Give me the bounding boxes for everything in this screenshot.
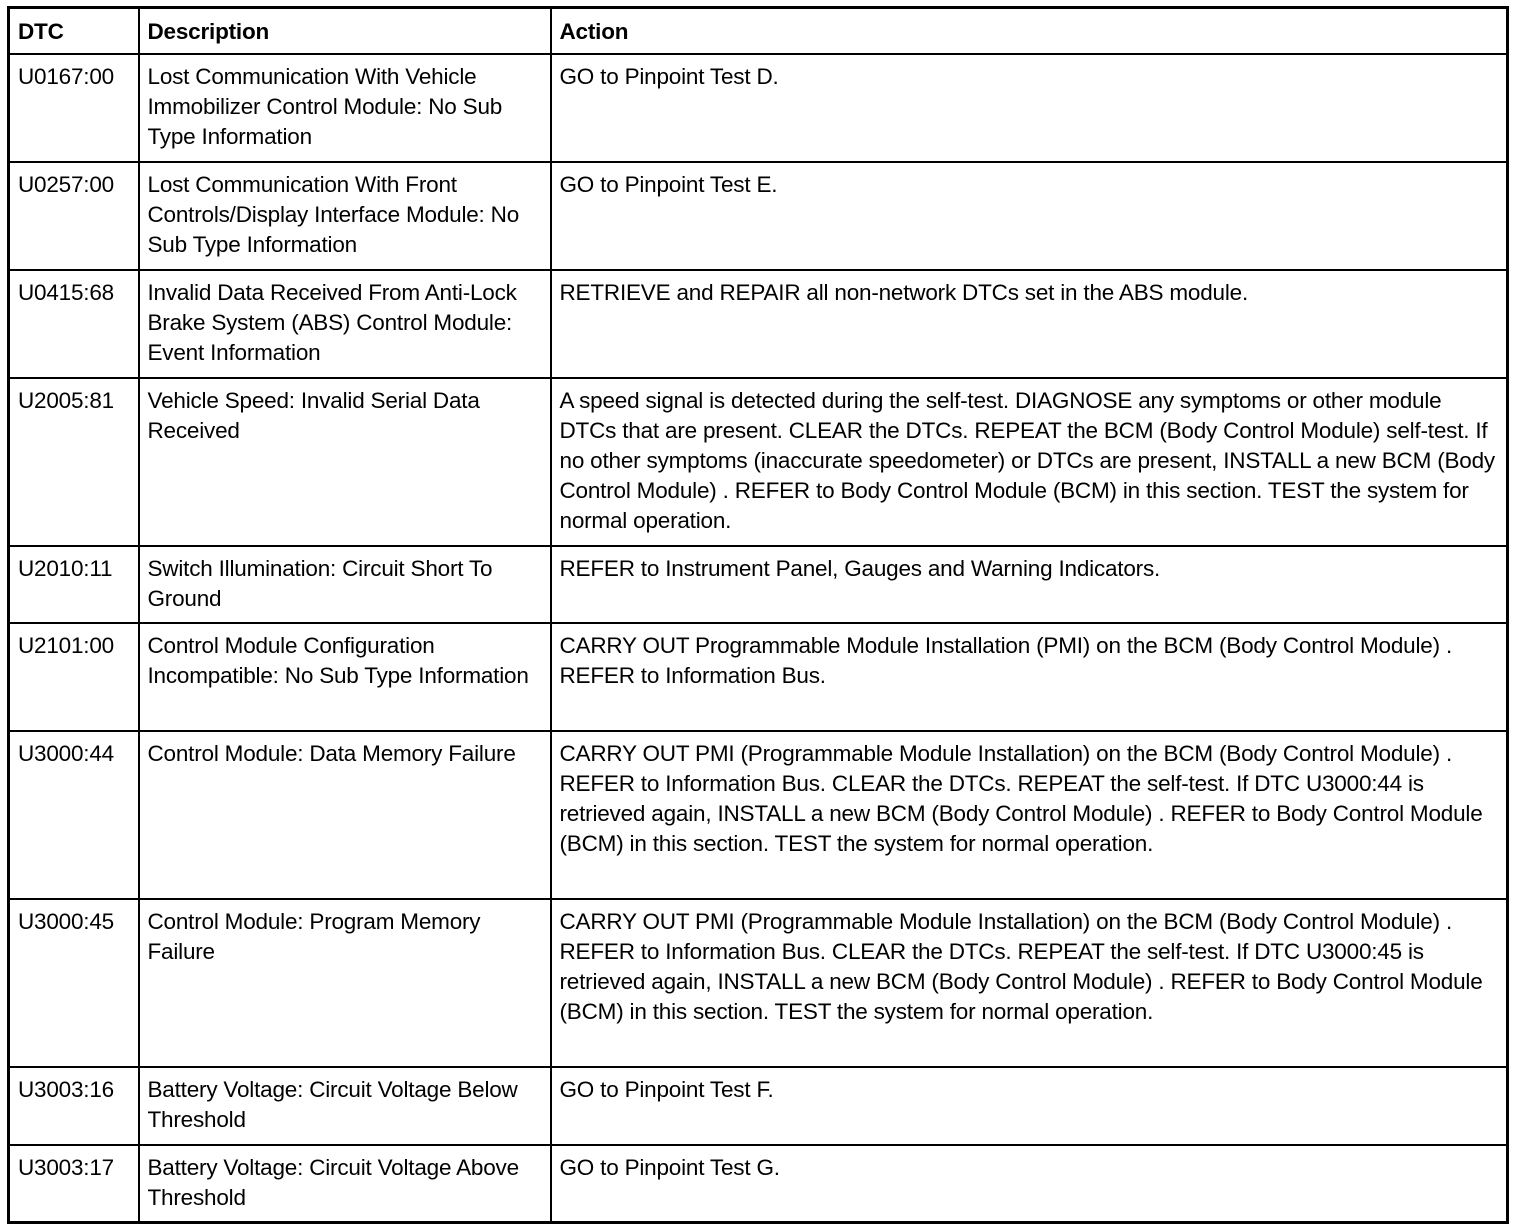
dtc-action: CARRY OUT PMI (Programmable Module Installation) on the BCM (Body Control Module) . REFER to Information Bus. CLEAR the DTCs. REPEAT the self-test. If DTC U3000:45 is retrieved again, INSTALL a new BCM (Body Control Module) . REFER to Body Control Module (BCM) in this section. TEST the system for normal operation. [551, 899, 1508, 1067]
dtc-action: GO to Pinpoint Test D. [551, 54, 1508, 162]
table-row [9, 54, 1508, 162]
dtc-code: U2010:11 [9, 546, 139, 623]
dtc-code: U0415:68 [9, 270, 139, 378]
dtc-code: U2101:00 [9, 623, 139, 731]
dtc-code: U0257:00 [9, 162, 139, 270]
dtc-description: Control Module: Data Memory Failure [139, 731, 551, 899]
dtc-action: A speed signal is detected during the self-test. DIAGNOSE any symptoms or other module DTCs that are present. CLEAR the DTCs. REPEAT the BCM (Body Control Module) self-test. If no other symptoms (inaccurate speedometer) or DTCs are present, INSTALL a new BCM (Body Control Module) . REFER to Body Control Module (BCM) in this section. TEST the system for normal operation. [551, 378, 1508, 546]
table-row [9, 1067, 1508, 1145]
table-row [9, 623, 1508, 731]
dtc-description: Lost Communication With Front Controls/Display Interface Module: No Sub Type Information [139, 162, 551, 270]
dtc-table [7, 6, 1509, 1224]
table-row [9, 270, 1508, 378]
dtc-code: U2005:81 [9, 378, 139, 546]
dtc-code: U3003:17 [9, 1145, 139, 1222]
dtc-description: Battery Voltage: Circuit Voltage Above Threshold [139, 1145, 551, 1222]
dtc-description: Switch Illumination: Circuit Short To Ground [139, 546, 551, 623]
dtc-description: Invalid Data Received From Anti-Lock Brake System (ABS) Control Module: Event Information [139, 270, 551, 378]
dtc-description: Battery Voltage: Circuit Voltage Below Threshold [139, 1067, 551, 1145]
dtc-action: GO to Pinpoint Test F. [551, 1067, 1508, 1145]
dtc-action: RETRIEVE and REPAIR all non-network DTCs set in the ABS module. [551, 270, 1508, 378]
table-row [9, 731, 1508, 899]
header-action: Action [551, 8, 1508, 55]
dtc-action: CARRY OUT PMI (Programmable Module Installation) on the BCM (Body Control Module) . REFER to Information Bus. CLEAR the DTCs. REPEAT the self-test. If DTC U3000:44 is retrieved again, INSTALL a new BCM (Body Control Module) . REFER to Body Control Module (BCM) in this section. TEST the system for normal operation. [551, 731, 1508, 899]
dtc-action: GO to Pinpoint Test E. [551, 162, 1508, 270]
dtc-action: CARRY OUT Programmable Module Installation (PMI) on the BCM (Body Control Module) . REFER to Information Bus. [551, 623, 1508, 731]
dtc-code: U3000:44 [9, 731, 139, 899]
dtc-description: Lost Communication With Vehicle Immobilizer Control Module: No Sub Type Information [139, 54, 551, 162]
table-row [9, 546, 1508, 623]
dtc-description: Control Module: Program Memory Failure [139, 899, 551, 1067]
dtc-code: U3003:16 [9, 1067, 139, 1145]
table-row [9, 899, 1508, 1067]
dtc-code: U3000:45 [9, 899, 139, 1067]
table-header-row [9, 8, 1508, 55]
table-row [9, 1145, 1508, 1222]
dtc-description: Vehicle Speed: Invalid Serial Data Received [139, 378, 551, 546]
dtc-code: U0167:00 [9, 54, 139, 162]
table-row [9, 162, 1508, 270]
dtc-action: GO to Pinpoint Test G. [551, 1145, 1508, 1222]
header-dtc: DTC [9, 8, 139, 55]
header-description: Description [139, 8, 551, 55]
table-row [9, 378, 1508, 546]
dtc-action: REFER to Instrument Panel, Gauges and Warning Indicators. [551, 546, 1508, 623]
dtc-description: Control Module Configuration Incompatible: No Sub Type Information [139, 623, 551, 731]
